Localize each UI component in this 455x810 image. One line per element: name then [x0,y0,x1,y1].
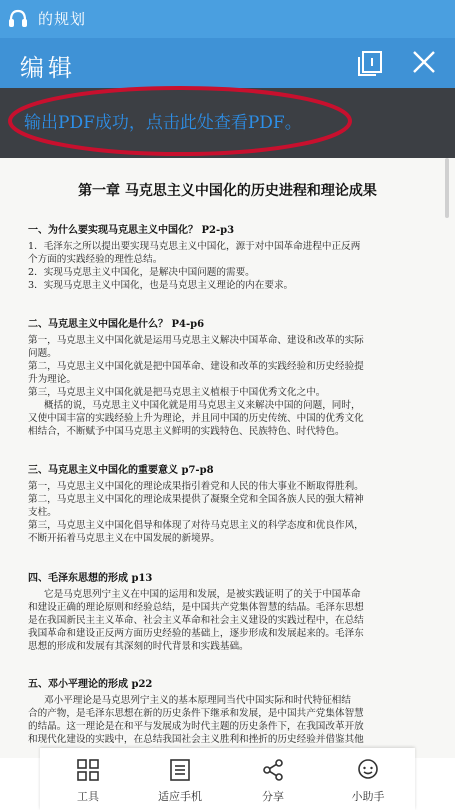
doc-line: 第一，马克思主义中国化就是运用马克思主义解决中国革命、建设和改革的实际 [28,335,364,346]
copy-button[interactable] [355,48,385,78]
assistant-label: 小助手 [351,790,385,803]
doc-line: 2．实现马克思主义中国化，是解决中国问题的需要。 [28,267,255,278]
section-heading: 四、毛泽东思想的形成 p13 [28,573,153,584]
doc-line: 合的产物，是毛泽东思想在新的历史条件下继承和发展，是中国共产党集体智慧 [28,708,364,719]
section-heading: 五、邓小平理论的形成 p22 [28,679,153,690]
app-logo-icon [7,8,29,30]
doc-line: 升为理论。 [28,374,76,385]
doc-line: 思想的形成和发展有其深刻的时代背景和实践基础。 [28,641,249,652]
doc-line: 1．毛泽东之所以提出要实现马克思主义中国化，源于对中国革命进程中正反两 [28,241,361,252]
doc-line: 第二，马克思主义中国化的理论成果提供了凝聚全党和全国各族人民的强大精神 [28,494,364,505]
doc-line: 是在我国新民主主义革命、社会主义革命和社会主义建设的实践过程中，在总结 [28,615,364,626]
doc-line: 3．实现马克思主义中国化，也是马克思主义理论的内在要求。 [28,280,294,291]
doc-line: 它是马克思列宁主义在中国的运用和发展，是被实践证明了的关于中国革命 [44,589,361,600]
grid-icon [76,758,100,782]
doc-line: 问题。 [28,348,57,359]
section-heading: 二、马克思主义中国化是什么？ P4-p6 [28,319,205,330]
doc-line: 支柱。 [28,507,57,518]
tools-label: 工具 [77,790,99,803]
doc-line: 第三，马克思主义中国化就是把马克思主义植根于中国优秀文化之中。 [28,387,326,398]
doc-line: 我国革命和建设正反两方面历史经验的基础上，逐步形成和发展起来的。毛泽东 [28,628,364,639]
red-annotation-oval [4,82,354,158]
assistant-button[interactable] [328,748,408,810]
doc-line: 个方面的实践经验的理性总结。 [28,254,163,265]
close-icon[interactable] [410,48,438,76]
doc-line: 和建设正确的理论原则和经验总结，是中国共产党集体智慧的结晶。毛泽东思想 [28,602,364,613]
doc-line: 邓小平理论是马克思列宁主义的基本原理同当代中国实际和时代特征相结 [44,695,351,706]
app-top-bar [0,0,455,38]
page-title: 编辑 [20,54,76,82]
doc-line: 相结合，不断赋予中国马克思主义鲜明的实践特色、民族特色、时代特色。 [28,426,345,437]
doc-line: 的结晶。这一理论是在和平与发展成为时代主题的历史条件下，在我国改革开放 [28,721,364,732]
doc-line: 第三，马克思主义中国化倡导和体现了对待马克思主义的科学态度和优良作风， [28,520,364,531]
assistant-icon [356,758,380,782]
share-button[interactable] [233,748,313,810]
share-icon [261,758,285,782]
doc-scrollbar[interactable] [445,158,449,218]
view-pdf-link[interactable]: 输出PDF成功，点击此处查看PDF。 [24,113,302,133]
doc-line: 又使中国丰富的实践经验上升为理论，并且同中国的历史传统、中国的优秀文化 [28,413,364,424]
section-heading: 三、马克思主义中国化的重要意义 p7-p8 [28,465,214,476]
doc-line: 和现代化建设的实践中，在总结我国社会主义胜利和挫折的历史经验并借鉴其他 [28,734,364,745]
chapter-title: 第一章 马克思主义中国化的历史进程和理论成果 [78,183,377,199]
doc-line: 不断开拓着马克思主义在中国发展的新境界。 [28,533,220,544]
pdf-document-view[interactable] [0,158,455,758]
fit-phone-label: 适应手机 [158,790,202,803]
doc-line: 第一，马克思主义中国化的理论成果指引着党和人民的伟大事业不断取得胜利。 [28,481,364,492]
edit-toolbar [0,38,455,88]
section-heading: 一、为什么要实现马克思主义中国化？ P2-p3 [28,225,235,236]
share-label: 分享 [262,790,284,803]
app-name: 的规划 [38,10,87,28]
fit-phone-button[interactable] [140,748,220,810]
document-icon [168,758,192,782]
tools-button[interactable] [48,748,128,810]
doc-line: 概括的说，马克思主义中国化就是用马克思主义来解决中国的问题，同时， [44,400,361,411]
doc-line: 第二，马克思主义中国化就是把中国革命、建设和改革的实践经验和历史经验提 [28,361,364,372]
bottom-toolbar [40,748,415,810]
